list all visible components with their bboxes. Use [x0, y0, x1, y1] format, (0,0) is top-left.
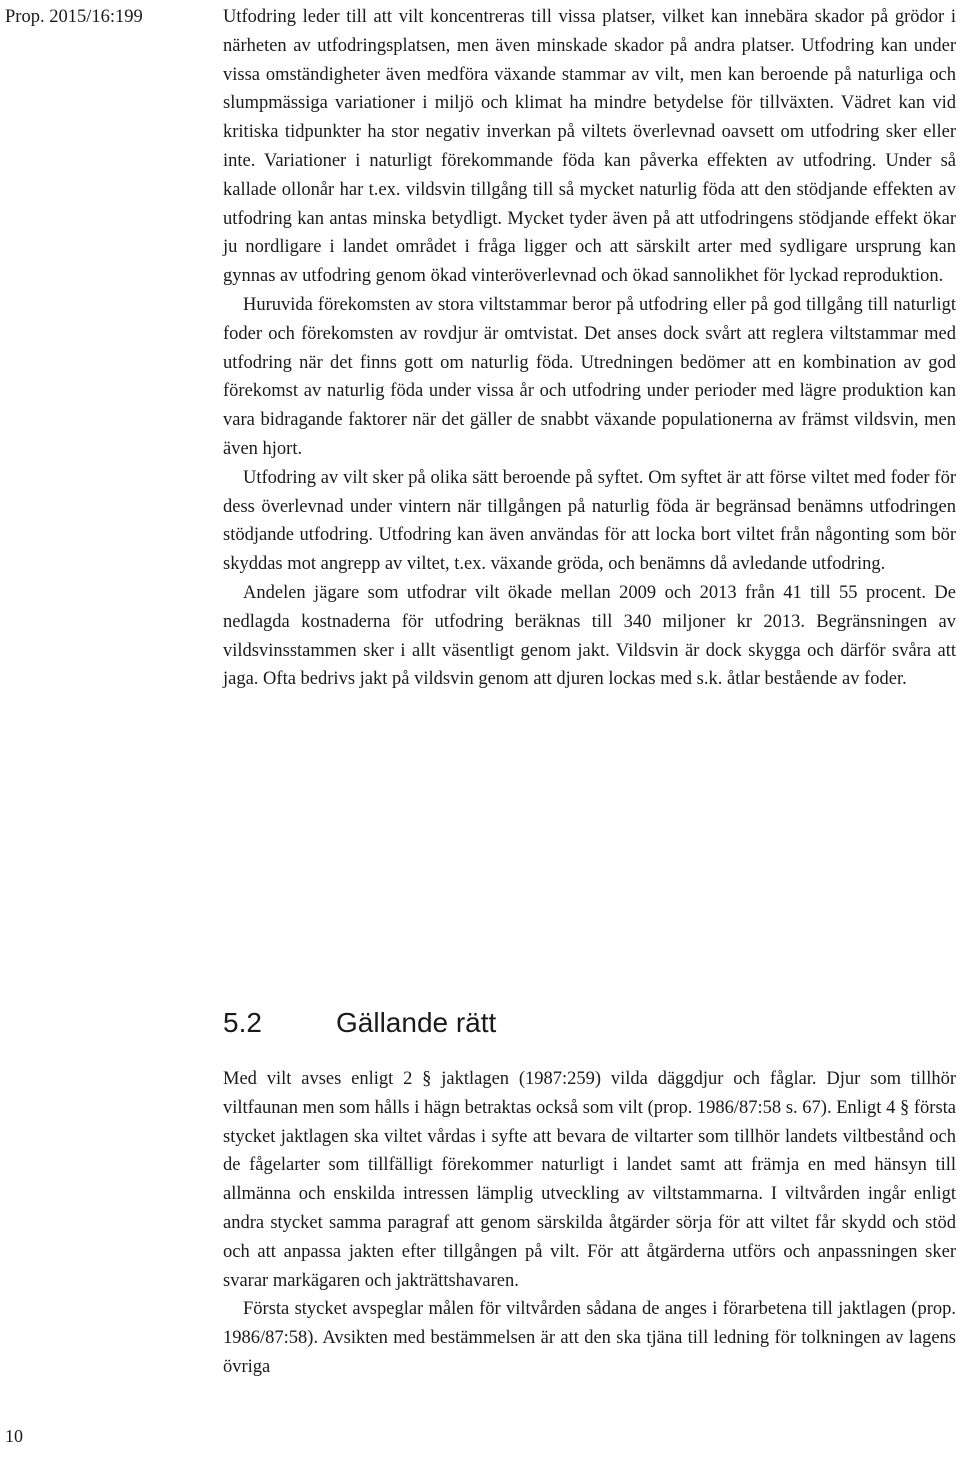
proposition-reference: Prop. 2015/16:199 — [5, 7, 143, 27]
page-number: 10 — [5, 1426, 23, 1446]
paragraph: Utfodring av vilt sker på olika sätt beroende på syftet. Om syftet är att förse viltet med foder för dess överlevnad under vintern när tillgången på naturlig föda är begränsad benämns utfodringen stödjande utfodring. Utfodring kan även användas för att locka bort viltet från någonting som bör skyddas mot angrepp av viltet, t.ex. växande gröda, och benämns då avledande utfodring. — [223, 467, 956, 575]
paragraph: Med vilt avses enligt 2 § jaktlagen (1987:259) vilda däggdjur och fåglar. Djur som tillhör viltfaunan men som hålls i hägn betraktas också som vilt (prop. 1986/87:58 s. 67). Enligt 4 § första stycket jaktlagen ska viltet vårdas i syfte att bevara de viltarter som tillhör landets viltbestånd och de fågelarter som tillfälligt förekommer naturligt i landet samt att främja en med hänsyn till allmänna och enskilda intressen lämplig utveckling av viltstammarna. I viltvården ingår enligt andra stycket samma paragraf att genom särskilda åtgärder sörja för att viltet får skydd och stöd och att anpassa jakten efter tillgången på vilt. För att åtgärderna utförs och anpassningen sker svarar markägaren och jakträttshavaren. — [223, 1069, 956, 1291]
paragraph: Första stycket avspeglar målen för viltvården sådana de anges i förarbetena till jaktlagen (prop. 1986/87:58). Avsikten med bestämmelsen är att den ska tjäna till ledning för tolkningen av lagens övriga — [223, 1299, 956, 1377]
body-text-top — [223, 3, 956, 694]
section-heading — [223, 1003, 496, 1043]
section-title: Gällande rätt — [336, 1007, 497, 1038]
paragraph: Andelen jägare som utfodrar vilt ökade mellan 2009 och 2013 från 41 till 55 procent. De nedlagda kostnaderna för utfodring beräknas till 340 miljoner kr 2013. Begränsningen av vildsvinsstammen sker i allt väsentligt genom jakt. Vildsvin är dock skygga och därför svåra att jaga. Ofta bedrivs jakt på vildsvin genom att djuren lockas med s.k. åtlar bestående av foder. — [223, 582, 956, 690]
body-text-bottom — [223, 1065, 956, 1382]
paragraph: Utfodring leder till att vilt koncentreras till vissa platser, vilket kan innebära skador på grödor i närheten av utfodringsplatsen, men även minskade skador på andra platser. Utfodring kan under vissa omständigheter även medföra växande stammar av vilt, men kan beroende på naturliga och slumpmässiga variationer i miljö och klimat ha mindre betydelse för tillväxten. Vädret kan vid kritiska tidpunkter ha stor negativ inverkan på viltets överlevnad oavsett om utfodring sker eller inte. Variationer i naturligt förekommande föda kan påverka effekten av utfodring. Under så kallade ollonår har t.ex. vildsvin tillgång till så mycket naturlig föda att den stödjande effekten av utfodring kan antas minska betydligt. Mycket tyder även på att utfodringens stödjande effekt ökar ju nordligare i landet området i fråga ligger och att särskilt arter med sydligare ursprung kan gynnas av utfodring genom ökad vinteröverlevnad och ökad sannolikhet för lyckad reproduktion. — [223, 7, 956, 287]
paragraph: Huruvida förekomsten av stora viltstammar beror på utfodring eller på god tillgång till naturligt foder och förekomsten av rovdjur är omtvistat. Det anses dock svårt att reglera viltstammar med utfodring när det finns gott om naturlig föda. Utredningen bedömer att en kombination av god förekomst av naturlig föda under vissa år och utfodring under perioder med lägre produktion kan vara bidragande faktorer när det gäller de snabbt växande populationerna av främst vildsvin, men även hjort. — [223, 294, 956, 459]
section-number: 5.2 — [223, 1007, 262, 1038]
